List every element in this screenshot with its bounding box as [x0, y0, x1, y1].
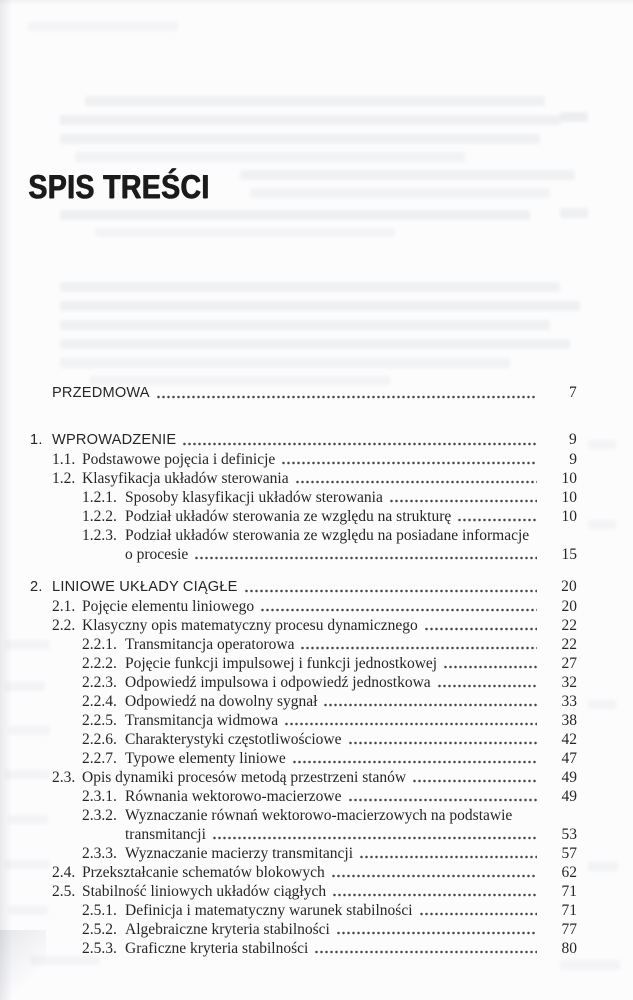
toc-entry-label: Sposoby klasyfikacji układów sterowania	[125, 489, 383, 506]
toc-entry-label: PRZEDMOWA	[52, 385, 150, 401]
toc-entry	[30, 939, 577, 958]
dot-leader	[437, 673, 537, 692]
toc-entry-page: 71	[561, 902, 577, 919]
toc-entry-number: 1.2.3.	[82, 527, 117, 544]
toc-entry-label: Stabilność liniowych układów ciągłych	[82, 883, 327, 900]
toc-entry-label: Transmitancja operatorowa	[125, 636, 295, 653]
bleed-through-ghost	[588, 440, 616, 449]
bleed-through-ghost	[75, 152, 465, 162]
bleed-through-ghost	[560, 112, 588, 122]
toc-entry-page: 22	[561, 636, 577, 653]
toc-entry-page: 10	[561, 470, 577, 487]
toc-entry	[30, 692, 577, 711]
toc-entry	[30, 882, 577, 901]
toc-entry-label: Podstawowe pojęcia i definicje	[82, 451, 276, 468]
toc-entry-page: 57	[561, 845, 577, 862]
toc-entry-continuation	[30, 825, 577, 844]
toc-entry-page: 20	[561, 598, 577, 615]
toc-entry-label: LINIOWE UKŁADY CIĄGŁE	[52, 579, 238, 595]
toc-entry-page: 7	[569, 384, 577, 401]
toc-entry	[30, 901, 577, 920]
toc-entry-label: Wyznaczanie równań wektorowo-macierzowych na podstawie	[125, 807, 513, 824]
toc-entry	[30, 673, 577, 692]
bleed-through-ghost	[95, 228, 395, 237]
toc-entry-label: Charakterystyki częstotliwościowe	[125, 731, 342, 748]
toc-entry-number: 2.2.6.	[82, 731, 117, 748]
toc-entry-label: WPROWADZENIE	[52, 432, 177, 448]
toc-entry	[30, 806, 577, 825]
toc-entry	[30, 787, 577, 806]
toc-entry-label: Klasyfikacja układów sterowania	[82, 470, 289, 487]
toc-entry-number: 2.2.4.	[82, 693, 117, 710]
dot-leader	[331, 863, 537, 882]
bleed-through-ghost	[240, 170, 575, 180]
toc-entry	[30, 711, 577, 730]
toc-entry-label: Typowe elementy liniowe	[125, 750, 286, 767]
toc-entry-label: Równania wektorowo-macierzowe	[125, 788, 342, 805]
toc-entry-page: 49	[561, 769, 577, 786]
toc-entry	[30, 383, 577, 403]
bleed-through-ghost	[60, 134, 540, 144]
bleed-through-ghost	[560, 208, 588, 218]
bleed-through-ghost	[85, 96, 545, 106]
bleed-through-ghost	[560, 960, 620, 970]
dot-leader	[348, 730, 537, 749]
dot-leader	[244, 577, 537, 597]
toc-entry-page: 20	[561, 578, 577, 595]
toc-entry-page: 9	[569, 431, 577, 448]
toc-entry-number: 2.2.7.	[82, 750, 117, 767]
toc-entry-label: Klasyczny opis matematyczny procesu dynamicznego	[82, 617, 418, 634]
toc-entry-number: 2.3.	[52, 769, 76, 786]
toc-entry-number: 2.	[30, 579, 43, 595]
toc-entry-page: 10	[561, 508, 577, 525]
toc-entry-label: Algebraiczne kryteria stabilności	[125, 921, 330, 938]
toc-entry-label: Graficzne kryteria stabilności	[125, 940, 309, 957]
toc-entry-number: 2.5.2.	[82, 921, 117, 938]
dot-leader	[332, 882, 537, 901]
toc-entry-number: 1.2.1.	[82, 489, 117, 506]
toc-entry-number: 2.3.3.	[82, 845, 117, 862]
dot-leader	[156, 383, 537, 403]
toc-entry-number: 2.5.	[52, 883, 76, 900]
toc-entry-page: 49	[561, 788, 577, 805]
toc-entry-page: 53	[561, 826, 577, 843]
toc-entry-page: 15	[561, 546, 577, 563]
toc-entry-label: transmitancji	[125, 826, 206, 843]
dot-leader	[194, 545, 537, 564]
toc-entry	[30, 844, 577, 863]
bleed-through-ghost	[60, 320, 550, 330]
toc-entry	[30, 616, 577, 635]
bleed-through-ghost	[250, 188, 550, 198]
toc-entry-number: 2.5.1.	[82, 902, 117, 919]
dot-leader	[323, 692, 537, 711]
bleed-through-ghost	[60, 210, 530, 220]
bleed-through-ghost	[588, 700, 616, 709]
dot-leader	[389, 488, 537, 507]
toc-entry-page: 80	[561, 940, 577, 957]
toc-entry	[30, 635, 577, 654]
dot-leader	[457, 507, 537, 526]
toc-entry-label: o procesie	[125, 546, 189, 563]
toc-entry-number: 2.3.2.	[82, 807, 117, 824]
dot-leader	[260, 597, 537, 616]
table-of-contents	[30, 383, 577, 958]
dot-leader	[359, 844, 537, 863]
toc-entry-label: Transmitancja widmowa	[125, 712, 279, 729]
dot-leader	[212, 825, 537, 844]
toc-entry-label: Pojęcie elementu liniowego	[82, 598, 255, 615]
dot-leader	[292, 749, 537, 768]
toc-entry-label: Podział układów sterowania ze względu na posiadane informacje	[125, 527, 530, 544]
toc-entry	[30, 577, 577, 597]
toc-entry-page: 62	[561, 864, 577, 881]
toc-entry-label: Pojęcie funkcji impulsowej i funkcji jednostkowej	[125, 655, 438, 672]
toc-entry	[30, 749, 577, 768]
toc-entry-number: 2.2.	[52, 617, 76, 634]
toc-entry-page: 9	[569, 451, 577, 468]
toc-entry-page: 32	[561, 674, 577, 691]
bleed-through-ghost	[60, 115, 560, 125]
toc-entry-number: 1.1.	[52, 451, 76, 468]
dot-leader	[295, 469, 537, 488]
dot-leader	[281, 450, 537, 469]
toc-entry-page: 71	[561, 883, 577, 900]
toc-entry	[30, 430, 577, 450]
toc-entry-number: 1.2.	[52, 470, 76, 487]
toc-entry	[30, 597, 577, 616]
dot-leader	[314, 939, 537, 958]
toc-entry-page: 10	[561, 489, 577, 506]
toc-entry-number: 2.4.	[52, 864, 76, 881]
toc-entry-label: Definicja i matematyczny warunek stabilności	[125, 902, 413, 919]
toc-entry-page: 38	[561, 712, 577, 729]
toc-entry-number: 2.2.2.	[82, 655, 117, 672]
toc-entry	[30, 469, 577, 488]
toc-entry	[30, 507, 577, 526]
bleed-through-ghost	[60, 282, 560, 292]
toc-entry-label: Wyznaczanie macierzy transmitancji	[125, 845, 353, 862]
toc-entry-number: 1.2.2.	[82, 508, 117, 525]
toc-entry-number: 1.	[30, 432, 43, 448]
bleed-through-ghost	[60, 358, 510, 368]
toc-entry	[30, 450, 577, 469]
dot-leader	[348, 787, 538, 806]
dot-leader	[424, 616, 537, 635]
toc-entry-page: 22	[561, 617, 577, 634]
toc-entry	[30, 526, 577, 545]
dot-leader	[284, 711, 537, 730]
toc-entry-number: 2.2.5.	[82, 712, 117, 729]
toc-entry-number: 2.3.1.	[82, 788, 117, 805]
toc-entry-page: 47	[561, 750, 577, 767]
dot-leader	[412, 768, 537, 787]
toc-entry-label: Odpowiedź na dowolny sygnał	[125, 693, 318, 710]
page-edge-shadow-left	[0, 0, 12, 1000]
bleed-through-ghost	[28, 22, 178, 31]
toc-entry-label: Odpowiedź impulsowa i odpowiedź jednostkowa	[125, 674, 431, 691]
bleed-through-ghost	[60, 339, 570, 349]
bleed-through-ghost	[60, 301, 580, 311]
bleed-through-ghost	[588, 520, 616, 529]
page-title: SPIS TREŚCI	[28, 168, 210, 205]
dot-leader	[182, 430, 537, 450]
toc-entry	[30, 768, 577, 787]
toc-entry-page: 77	[561, 921, 577, 938]
toc-entry	[30, 654, 577, 673]
dot-leader	[443, 654, 537, 673]
toc-entry-label: Podział układów sterowania ze względu na strukturę	[125, 508, 452, 525]
toc-entry-continuation	[30, 545, 577, 564]
toc-entry-number: 2.2.1.	[82, 636, 117, 653]
toc-entry-number: 2.2.3.	[82, 674, 117, 691]
toc-entry	[30, 920, 577, 939]
toc-entry-page: 33	[561, 693, 577, 710]
toc-entry	[30, 488, 577, 507]
toc-entry-page: 27	[561, 655, 577, 672]
dot-leader	[300, 635, 537, 654]
toc-entry-number: 2.5.3.	[82, 940, 117, 957]
toc-entry	[30, 863, 577, 882]
toc-entry	[30, 730, 577, 749]
toc-entry-page: 42	[561, 731, 577, 748]
dot-leader	[419, 901, 537, 920]
page-edge-shadow-top	[0, 0, 633, 5]
dot-leader	[336, 920, 537, 939]
toc-entry-number: 2.1.	[52, 598, 76, 615]
toc-entry-label: Przekształcanie schematów blokowych	[82, 864, 325, 881]
bleed-through-ghost	[588, 862, 618, 871]
toc-entry-label: Opis dynamiki procesów metodą przestrzeni stanów	[82, 769, 407, 786]
